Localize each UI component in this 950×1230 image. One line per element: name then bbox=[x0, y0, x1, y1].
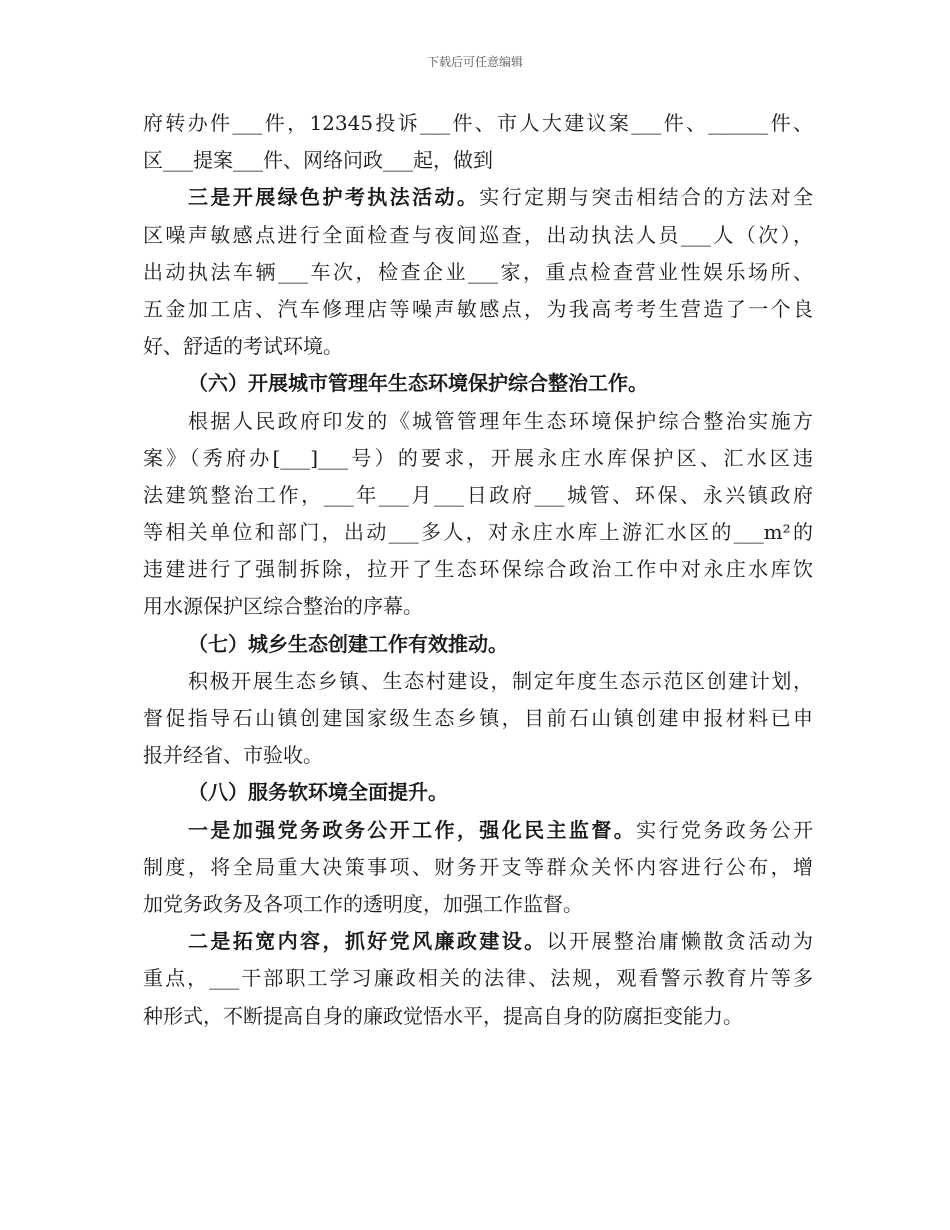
para4-line3: 报并经省、市验收。 bbox=[143, 743, 323, 768]
para2-line2: 区噪声敏感点进行全面检查与夜间巡查，出动执法人员___人（次）， bbox=[143, 222, 813, 247]
para4-line1: 积极开展生态乡镇、生态村建设，制定年度生态示范区创建计划， bbox=[188, 668, 813, 693]
section-heading-6: （六）开展城市管理年生态环境保护综合整治工作。 bbox=[188, 371, 648, 396]
para3-line1: 根据人民政府印发的《城管管理年生态环境保护综合整治实施方 bbox=[188, 408, 813, 433]
para3-line3: 法建筑整治工作，___年___月___日政府___城管、环保、永兴镇政府 bbox=[143, 482, 813, 507]
page-header: 下载后可任意编辑 bbox=[426, 55, 523, 69]
para5-line3: 加党务政务及各项工作的透明度，加强工作监督。 bbox=[143, 891, 583, 916]
para6-line1-rest: 以开展整治庸懒散贪活动为 bbox=[546, 929, 814, 954]
para1-line1: 府转办件___件，12345投诉___件、市人大建议案___件、______件、 bbox=[143, 111, 813, 135]
para6-line3: 种形式，不断提高自身的廉政觉悟水平，提高自身的防腐拒变能力。 bbox=[143, 1003, 743, 1028]
para1-line2: 区___提案___件、网络问政___起，做到 bbox=[143, 148, 493, 173]
para2-line1-rest: 实行定期与突击相结合的方法对全 bbox=[479, 185, 814, 210]
para5-lead: 一是加强党务政务公开工作，强化民主监督。 bbox=[188, 817, 637, 842]
document-body bbox=[143, 105, 813, 1035]
section-heading-8: （八）服务软环境全面提升。 bbox=[188, 780, 448, 805]
para3-line4: 等相关单位和部门，出动___多人，对永庄水库上游汇水区的___m²的 bbox=[143, 520, 813, 545]
para3-line2: 案》（秀府办[___]___号）的要求，开展永庄水库保护区、汇水区违 bbox=[143, 445, 813, 470]
para5-line2: 制度，将全局重大决策事项、财务开支等群众关怀内容进行公布，增 bbox=[143, 854, 813, 879]
para5-line1 bbox=[143, 812, 813, 849]
para6-lead: 二是拓宽内容，抓好党风廉政建设。 bbox=[188, 929, 547, 954]
para2-lead: 三是开展绿色护考执法活动。 bbox=[188, 185, 480, 210]
para2-line5: 好、舒适的考试环境。 bbox=[143, 334, 343, 359]
para2-line1 bbox=[143, 179, 813, 216]
para4-line2: 督促指导石山镇创建国家级生态乡镇，目前石山镇创建申报材料已申 bbox=[143, 706, 813, 730]
para2-line3: 出动执法车辆___车次，检查企业___家，重点检查营业性娱乐场所、 bbox=[143, 259, 813, 284]
section-heading-7: （七）城乡生态创建工作有效推动。 bbox=[188, 631, 508, 656]
para3-line5: 违建进行了强制拆除，拉开了生态环保综合政治工作中对永庄水库饮 bbox=[143, 557, 813, 582]
para6-line2: 重点，___干部职工学习廉政相关的法律、法规，观看警示教育片等多 bbox=[143, 966, 813, 991]
para3-line6: 用水源保护区综合整治的序幕。 bbox=[143, 594, 423, 619]
para2-line4: 五金加工店、汽车修理店等噪声敏感点，为我高考考生营造了一个良 bbox=[143, 296, 813, 321]
para5-line1-rest: 实行党务政务公开 bbox=[636, 817, 814, 842]
para6-line1 bbox=[143, 923, 813, 960]
